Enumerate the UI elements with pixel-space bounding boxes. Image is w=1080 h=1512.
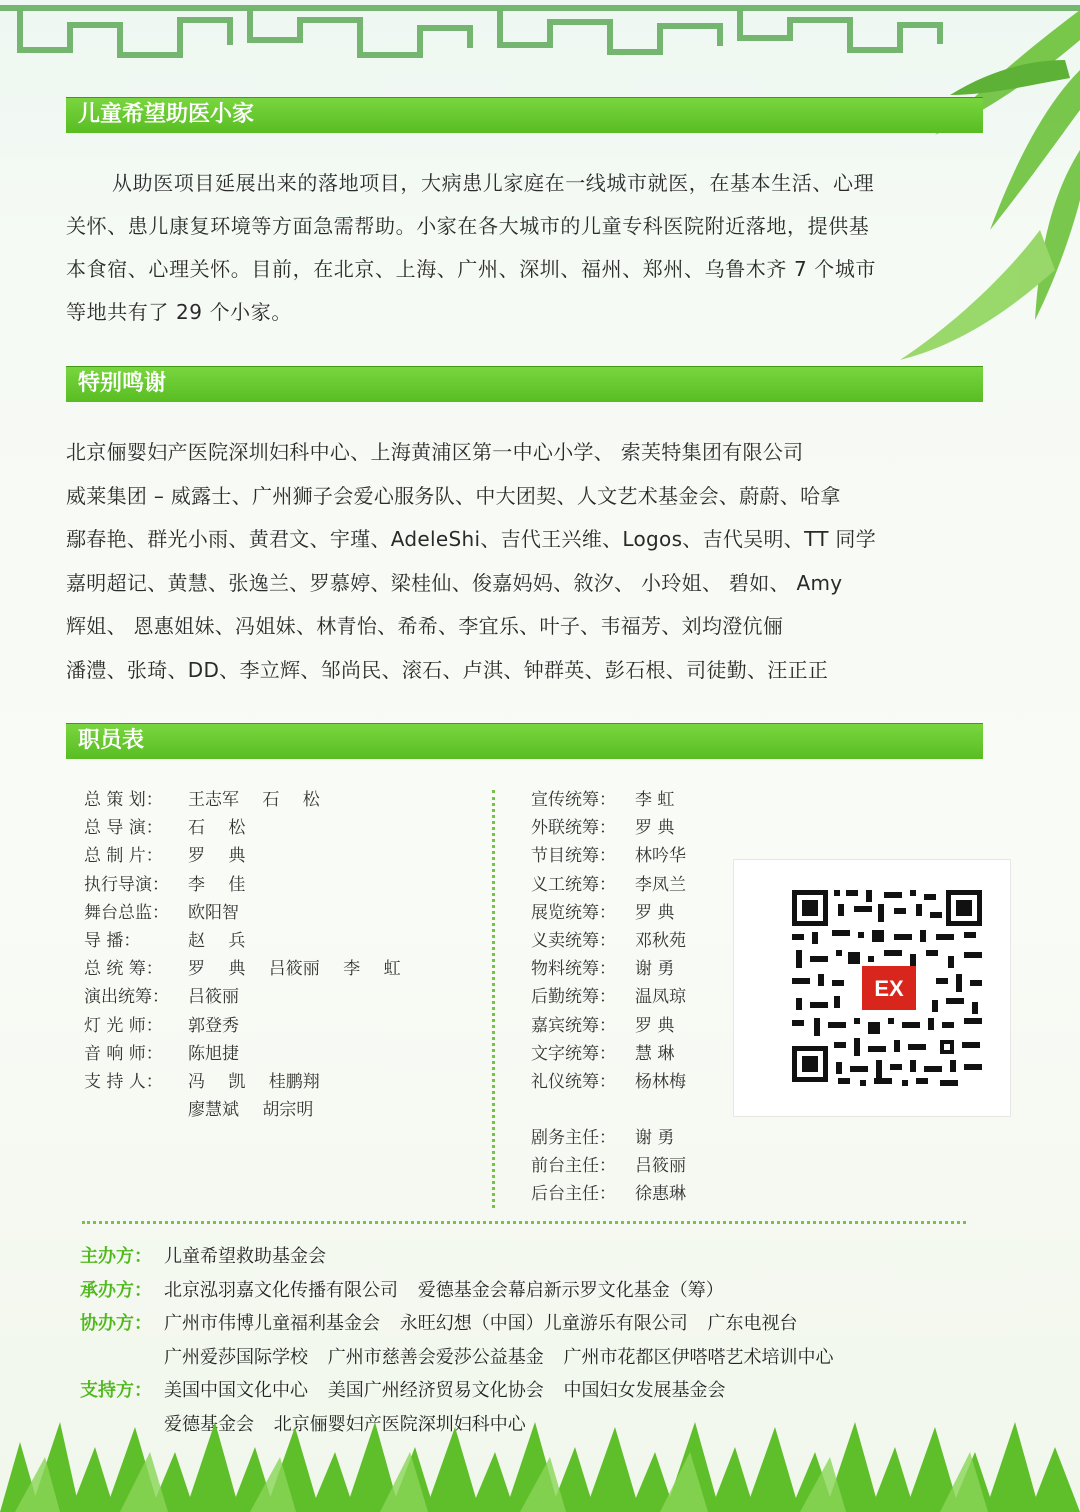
staff-row: [84, 786, 401, 814]
project-description: [66, 162, 986, 334]
staff-row: [531, 1152, 686, 1180]
intro-line: 等地共有了 29 个小家。: [66, 300, 292, 324]
staff-row: [84, 842, 401, 870]
organizer-label: 支持方：: [80, 1380, 152, 1402]
staff-row: [531, 899, 686, 927]
staff-role: 文字统筹：: [531, 1043, 616, 1064]
qr-logo-text: EX: [874, 976, 904, 1001]
staff-names: 李 虹: [635, 790, 675, 810]
staff-spacer: [531, 1096, 686, 1124]
organizer-row: [80, 1274, 833, 1308]
organizer-row: [80, 1307, 833, 1341]
intro-line: 本食宿、心理关怀。目前，在北京、上海、广州、深圳、福州、郑州、乌鲁木齐 7 个城市: [66, 257, 877, 281]
organizer-values: 美国中国文化中心 美国广州经济贸易文化协会 中国妇女发展基金会: [164, 1380, 726, 1402]
qr-code-card[interactable]: [734, 860, 1010, 1116]
staff-names: 邓秋苑: [635, 930, 686, 951]
staff-names: 欧阳智: [188, 902, 239, 923]
staff-role: 物料统筹：: [531, 959, 616, 980]
staff-row: [84, 927, 401, 955]
staff-names: 冯 凯 桂鹏翔: [188, 1071, 320, 1092]
staff-row: [531, 871, 686, 899]
organizer-values: 广州爱莎国际学校 广州市慈善会爱莎公益基金 广州市花都区伊嗒嗒艺术培训中心: [164, 1346, 834, 1368]
staff-row: [84, 1012, 401, 1040]
staff-role: 义工统筹：: [531, 874, 616, 895]
staff-row: [531, 1040, 686, 1068]
intro-line: 从助医项目延展出来的落地项目，大病患儿家庭在一线城市就医，在基本生活、心理: [112, 171, 875, 195]
staff-names: 吕筱丽: [635, 1156, 686, 1177]
organizer-label: 协办方：: [80, 1313, 152, 1335]
staff-names: 罗 典 吕筱丽 李 虹: [188, 959, 401, 980]
staff-names: 廖慧斌 胡宗明: [188, 1100, 314, 1121]
staff-names: 陈旭捷: [188, 1043, 239, 1064]
staff-role: 总 策 划：: [84, 790, 163, 810]
staff-role: 舞台总监：: [84, 902, 169, 923]
staff-role: 演出统筹：: [84, 987, 169, 1008]
staff-role: 总 制 片：: [84, 846, 163, 867]
staff-names: 李凤兰: [635, 874, 686, 895]
thanks-line: 鄢春艳、群光小雨、黄君文、宇瑾、AdeleShi、吉代王兴维、Logos、吉代吴明、TT 同学: [66, 527, 877, 552]
section-title-thanks: 特别鸣谢: [66, 366, 983, 402]
staff-names: 赵 兵: [188, 930, 246, 951]
staff-list-right: [531, 786, 686, 1209]
organizer-values: 儿童希望救助基金会: [164, 1246, 326, 1267]
staff-row: [84, 899, 401, 927]
section-title-project: 儿童希望助医小家: [66, 97, 983, 133]
staff-role: 后勤统筹：: [531, 987, 616, 1008]
staff-role: 执行导演：: [84, 874, 169, 895]
thanks-line: 威莱集团 – 威露士、广州狮子会爱心服务队、中大团契、人文艺术基金会、蔚蔚、哈拿: [66, 483, 841, 508]
staff-names: 罗 典: [635, 1015, 675, 1036]
staff-row: [531, 927, 686, 955]
staff-row: [531, 842, 686, 870]
staff-row: [84, 1068, 401, 1096]
staff-names: 慧 琳: [635, 1043, 675, 1064]
staff-role: 剧务主任：: [531, 1128, 616, 1149]
staff-names: 林吟华: [635, 846, 686, 867]
staff-role: 总 导 演：: [84, 818, 163, 839]
intro-line: 关怀、患儿康复环境等方面急需帮助。小家在各大城市的儿童专科医院附近落地，提供基: [66, 214, 870, 238]
staff-role: 后台主任：: [531, 1184, 616, 1205]
staff-role: 节目统筹：: [531, 846, 616, 867]
organizer-values: 爱德基金会 北京俪婴妇产医院深圳妇科中心: [164, 1413, 526, 1435]
thanks-list: [66, 431, 986, 693]
staff-row: [84, 814, 401, 842]
staff-role: 前台主任：: [531, 1156, 616, 1177]
staff-row: [531, 1124, 686, 1152]
staff-role: 导 播：: [84, 930, 141, 951]
qr-code[interactable]: [734, 860, 1010, 1116]
staff-role: 宣传统筹：: [531, 790, 616, 810]
staff-row: [531, 1068, 686, 1096]
staff-names: 石 松: [188, 818, 246, 839]
staff-row: [84, 983, 401, 1011]
staff-row: [84, 1040, 401, 1068]
staff-names: 吕筱丽: [188, 987, 239, 1008]
thanks-line: 辉姐、 恩惠姐妹、冯姐妹、林青怡、希希、李宜乐、叶子、韦福芳、刘均澄伉俪: [66, 614, 784, 639]
staff-role: 嘉宾统筹：: [531, 1015, 616, 1036]
staff-names: 谢 勇: [635, 959, 675, 980]
dotted-divider-vertical: [492, 790, 495, 1208]
organizer-values: 北京泓羽嘉文化传播有限公司 爱德基金会幕启新示罗文化基金（筹）: [164, 1279, 724, 1301]
staff-row: [84, 1096, 401, 1124]
dotted-divider-horizontal: [82, 1221, 966, 1224]
staff-names: 罗 典: [635, 818, 675, 839]
staff-role: 义卖统筹：: [531, 930, 616, 951]
staff-names: 王志军 石 松: [188, 790, 320, 810]
staff-row: [531, 983, 686, 1011]
staff-names: 温凤琼: [635, 987, 686, 1008]
staff-list-left: [84, 786, 401, 1124]
thanks-line: 北京俪婴妇产医院深圳妇科中心、上海黄浦区第一中心小学、 索芙特集团有限公司: [66, 440, 804, 464]
organizer-label: 主办方：: [80, 1246, 152, 1267]
staff-role: 音 响 师：: [84, 1043, 163, 1064]
staff-row: [84, 955, 401, 983]
staff-row: [531, 1012, 686, 1040]
thanks-line: 潘澧、张琦、DD、李立辉、邹尚民、滚石、卢淇、钟群英、彭石根、司徒勤、汪正正: [66, 657, 829, 682]
organizer-row: [80, 1240, 833, 1274]
staff-row: [84, 871, 401, 899]
staff-row: [531, 814, 686, 842]
staff-role: 外联统筹：: [531, 818, 616, 839]
staff-row: [531, 955, 686, 983]
organizer-values: 广州市伟博儿童福利基金会 永旺幻想（中国）儿童游乐有限公司 广东电视台: [164, 1313, 798, 1335]
thanks-line: 嘉明超记、黄慧、张逸兰、罗慕婷、梁桂仙、俊嘉妈妈、敘汐、 小玲姐、 碧如、 Amy: [66, 570, 843, 595]
staff-names: 杨林梅: [635, 1071, 686, 1092]
staff-role: 总 统 筹：: [84, 959, 163, 980]
organizer-label: 承办方：: [80, 1279, 152, 1301]
staff-row: [531, 1180, 686, 1208]
staff-names: 罗 典: [635, 902, 675, 923]
staff-role: 支 持 人：: [84, 1071, 163, 1092]
organizer-row: [80, 1341, 833, 1375]
staff-role: 礼仪统筹：: [531, 1071, 616, 1092]
staff-names: 罗 典: [188, 846, 246, 867]
staff-names: 徐惠琳: [635, 1184, 686, 1205]
grass-leaves-decoration: [0, 1402, 1080, 1512]
section-title-staff: 职员表: [66, 723, 983, 759]
staff-role: 灯 光 师：: [84, 1015, 163, 1036]
staff-names: 郭登秀: [188, 1015, 239, 1036]
staff-names: 谢 勇: [635, 1128, 675, 1149]
staff-role: 展览统筹：: [531, 902, 616, 923]
staff-row: [531, 786, 686, 814]
staff-names: 李 佳: [188, 874, 246, 895]
